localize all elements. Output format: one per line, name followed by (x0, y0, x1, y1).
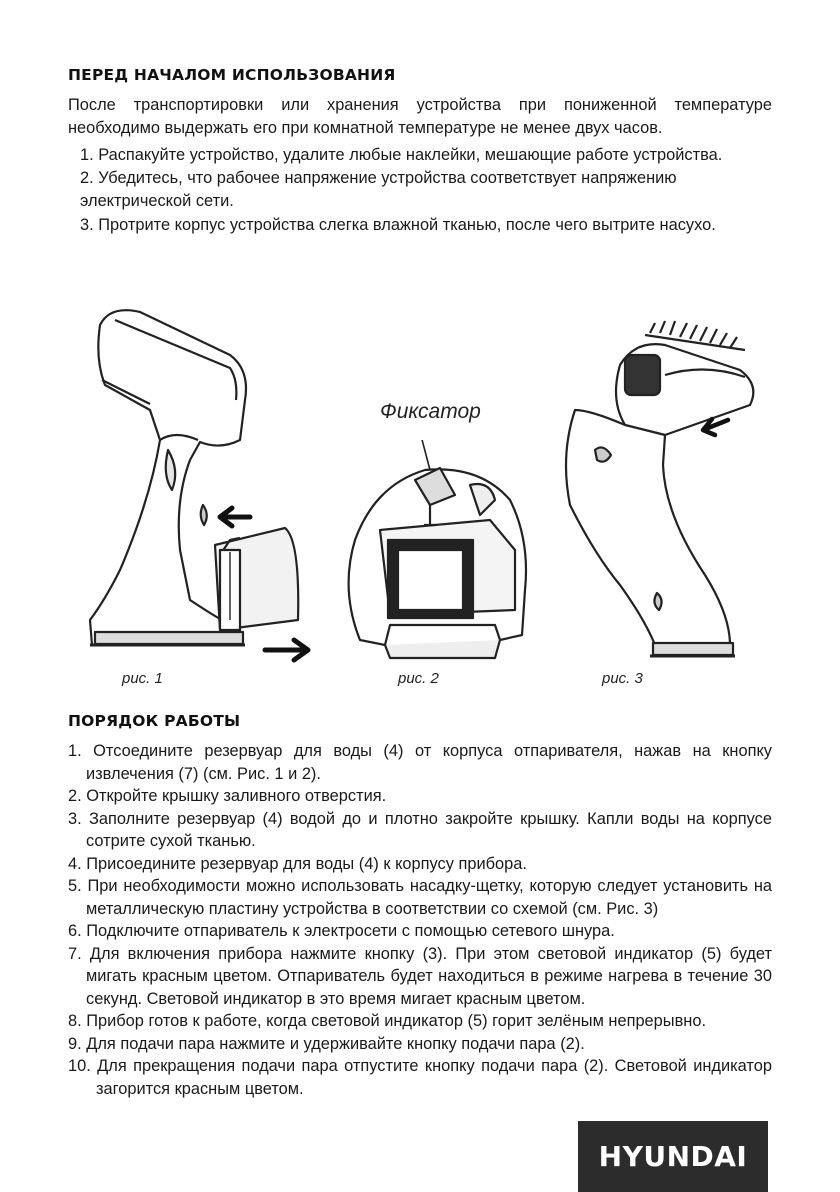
list-item: 1. Распакуйте устройство, удалите любые наклейки, мешающие работе устройства. (80, 146, 723, 164)
brand-logo (578, 1121, 768, 1192)
list-item: 3. Протрите корпус устройства слегка влажной тканью, после чего вытрите насухо. (80, 215, 716, 234)
list-item: 4. Присоедините резервуар для воды (4) к корпусу прибора. (68, 854, 527, 873)
list-item: 2. Убедитесь, что рабочее напряжение устройства соответствует напряжению электрической сети. (80, 169, 677, 211)
list-item: 9. Для подачи пара нажмите и удерживайте кнопку подачи пара (2). (68, 1034, 585, 1053)
operation-steps (68, 740, 772, 1100)
section-heading-operation: ПОРЯДОК РАБОТЫ (68, 712, 241, 730)
intro-paragraph: После транспортировки или хранения устройства при пониженной температуре необходимо выдержать его при комнатной температуре не менее двух часов. (68, 96, 772, 138)
list-item: 6. Подключите отпариватель к электросети с помощью сетевого шнура. (68, 922, 615, 940)
figure-2-water-tank-latch (330, 440, 540, 665)
section-heading-before-use: ПЕРЕД НАЧАЛОМ ИСПОЛЬЗОВАНИЯ (68, 66, 396, 84)
list-item: 5. При необходимости можно использовать насадку-щетку, которую следует установить на металлическую пластину устройства в соответствии со схемой (см. Рис. 3) (68, 877, 772, 918)
list-item: 7. Для включения прибора нажмите кнопку (3). При этом световой индикатор (5) будет мигать красным цветом. Отпариватель будет находиться в режиме нагрева в течение 30 секунд. Световой индикатор в это время мигает красным цветом. (68, 944, 772, 1008)
figure-2-latch-label: Фиксатор (380, 400, 481, 423)
figure-3-caption: рис. 3 (602, 670, 643, 687)
list-item: 2. Откройте крышку заливного отверстия. (68, 787, 387, 805)
figure-1-caption: рис. 1 (122, 670, 163, 687)
list-item: 8. Прибор готов к работе, когда световой индикатор (5) горит зелёным непрерывно. (68, 1012, 706, 1030)
figure-2-caption: рис. 2 (398, 670, 439, 687)
preparation-steps (80, 144, 770, 237)
list-item: 1. Отсоедините резервуар для воды (4) от корпуса отпаривателя, нажав на кнопку извлечения (7) (см. Рис. 1 и 2). (68, 742, 772, 783)
list-item: 10. Для прекращения подачи пара отпустите кнопку подачи пара (2). Световой индикатор загорится красным цветом. (68, 1057, 772, 1098)
figure-1-steamer-tank-removal (80, 300, 330, 665)
brand-logo-text: HYUNDAI (598, 1140, 748, 1173)
figure-3-steamer-brush (545, 315, 770, 665)
list-item: 3. Заполните резервуар (4) водой до и плотно закройте крышку. Капли воды на корпусе сотрите сухой тканью. (68, 809, 772, 850)
